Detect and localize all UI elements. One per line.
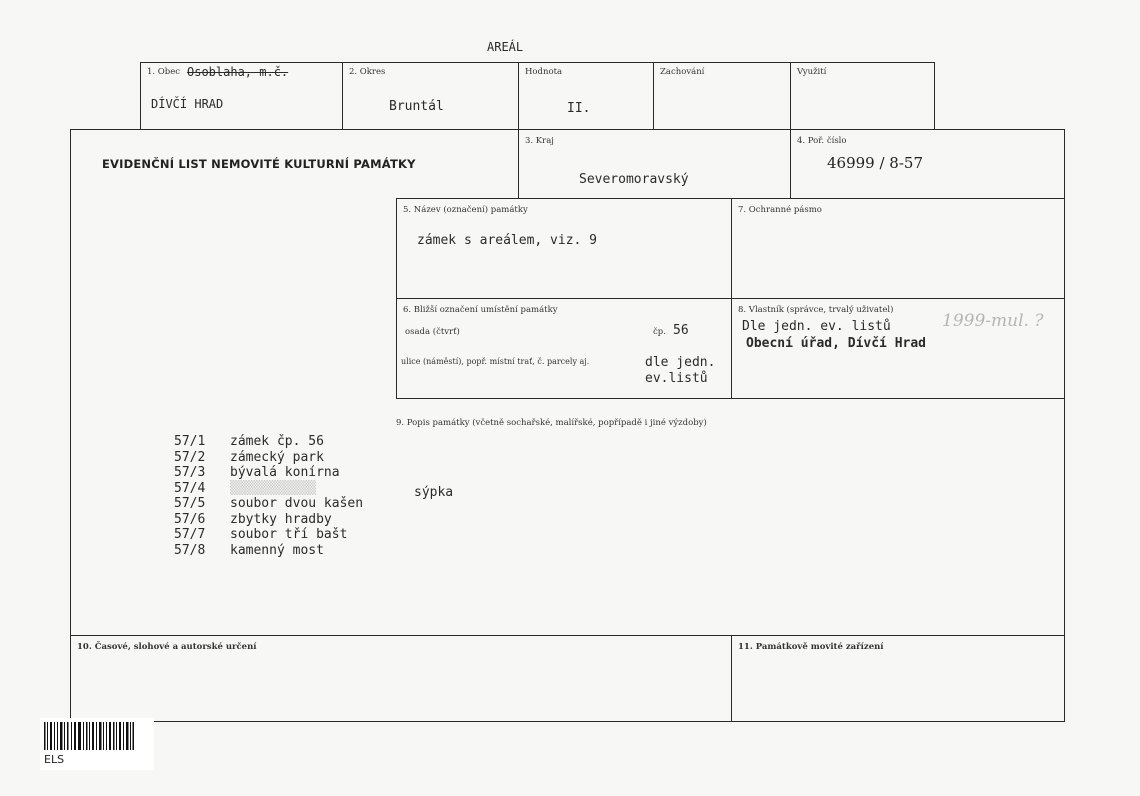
field-ulice-value-2: ev.listů <box>645 371 708 386</box>
field-vyuziti-label: Využití <box>797 67 827 77</box>
field-okres-value: Bruntál <box>389 99 444 114</box>
item-text: zbytky hradby <box>230 511 332 527</box>
field-ochranne-pasmo <box>731 198 1065 299</box>
popis-label: 9. Popis památky (včetně sochařské, malířské, popřípadě i jiné výzdoby) <box>396 418 707 428</box>
field-ulice-label: ulice (náměstí), popř. místní trať, č. parcely aj. <box>401 357 590 366</box>
field-por-cislo <box>790 129 1065 199</box>
list-item <box>174 512 453 528</box>
list-item <box>174 434 453 450</box>
field-vlastnik-label: 8. Vlastník (správce, trvalý uživatel) <box>738 305 894 315</box>
field-cp-label: čp. <box>653 327 666 337</box>
item-code: 57/2 <box>174 449 206 465</box>
field-nazev-label: 5. Název (označení) památky <box>403 205 528 215</box>
field-ulice-value-1: dle jedn. <box>645 355 716 370</box>
field-okres <box>342 62 519 130</box>
barcode-icon <box>44 722 134 750</box>
barcode-sticker <box>40 718 154 770</box>
field-casove <box>70 635 732 722</box>
field-hodnota <box>518 62 654 130</box>
field-obec <box>140 62 343 130</box>
item-code: 57/7 <box>174 527 206 542</box>
item-code: 57/6 <box>174 511 206 527</box>
field-vlastnik-line2: Obecní úřad, Dívčí Hrad <box>746 336 927 351</box>
list-item <box>174 465 453 481</box>
field-por-cislo-value: 46999 / 8-57 <box>827 154 924 172</box>
field-zachovani-label: Zachování <box>660 67 705 77</box>
field-movite-label: 11. Památkově movité zařízení <box>738 642 884 652</box>
field-vlastnik <box>731 298 1065 399</box>
item-code: 57/4 <box>174 480 206 496</box>
field-por-cislo-label: 4. Poř. číslo <box>797 136 847 146</box>
field-nazev-value: zámek s areálem, viz. 9 <box>417 233 598 248</box>
field-obec-label: 1. Obec <box>147 67 181 77</box>
erased-text: ▒▒▒▒▒▒▒▒▒▒▒ <box>230 480 317 496</box>
item-code: 57/1 <box>174 434 206 449</box>
field-casove-label: 10. Časové, slohové a autorské určení <box>77 642 257 652</box>
popis-list <box>174 434 453 558</box>
list-item <box>174 543 453 559</box>
item-code: 57/8 <box>174 542 206 558</box>
item-code: 57/5 <box>174 496 206 511</box>
item-text: zámecký park <box>230 449 324 465</box>
item-text: bývalá konírna <box>230 465 340 480</box>
field-nazev <box>396 198 732 299</box>
item-code: 57/3 <box>174 465 206 480</box>
field-vyuziti <box>790 62 935 130</box>
field-umisteni-label: 6. Bližší označení umístění památky <box>403 305 558 315</box>
field-vlastnik-line1: Dle jedn. ev. listů <box>742 319 891 334</box>
field-zachovani <box>653 62 791 130</box>
field-osada-label: osada (čtvrť) <box>405 327 460 337</box>
item-text: sýpka <box>414 484 454 500</box>
item-text: zámek čp. 56 <box>230 434 324 449</box>
list-item <box>174 527 453 543</box>
field-cp-value: 56 <box>673 323 689 338</box>
field-hodnota-value: II. <box>567 101 591 116</box>
field-ochranne-pasmo-label: 7. Ochranné pásmo <box>738 205 822 215</box>
field-okres-label: 2. Okres <box>349 67 386 77</box>
sticker-label: ELS <box>44 753 65 766</box>
list-item <box>174 480 454 500</box>
field-obec-value: DÍVČÍ HRAD <box>151 97 224 111</box>
field-kraj-value: Severomoravský <box>579 172 689 187</box>
item-text: kamenný most <box>230 542 324 558</box>
field-obec-struck-value: Osoblaha, m.č. <box>187 65 289 79</box>
list-item <box>174 496 453 512</box>
handwritten-note: 1999-mul. ? <box>942 311 1044 331</box>
field-umisteni <box>396 298 732 399</box>
field-kraj-label: 3. Kraj <box>525 136 554 146</box>
item-text: soubor dvou kašen <box>230 496 364 511</box>
form-title: EVIDENČNÍ LIST NEMOVITÉ KULTURNÍ PAMÁTKY <box>102 157 416 171</box>
areal-heading: AREÁL <box>487 40 524 54</box>
item-text: soubor tří bašt <box>230 527 348 542</box>
field-movite <box>731 635 1065 722</box>
field-hodnota-label: Hodnota <box>525 67 563 77</box>
list-item <box>174 450 453 466</box>
field-kraj <box>518 129 791 199</box>
